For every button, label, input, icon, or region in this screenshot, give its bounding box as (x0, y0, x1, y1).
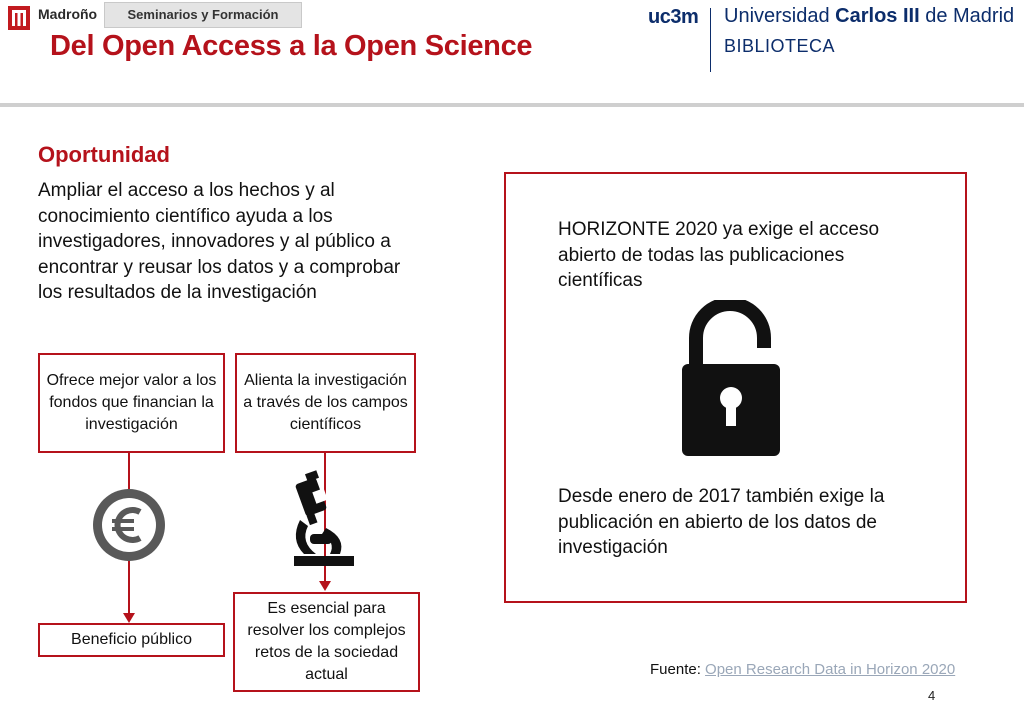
benefit-box-text: Beneficio público (71, 631, 192, 648)
value-box-text: Ofrece mejor valor a los fondos que financian la investigación (46, 372, 217, 433)
open-lock-icon (670, 300, 794, 465)
source-note (650, 661, 955, 678)
horizon-text-top: HORIZONTE 2020 ya exige el acceso abierto de todas las publicaciones científicas (558, 219, 880, 291)
arrow-down-icon (319, 581, 331, 591)
library-label: BIBLIOTECA (724, 36, 836, 56)
university-name-bold: Carlos III (835, 5, 920, 27)
challenges-box (233, 592, 420, 692)
source-link[interactable]: Open Research Data in Horizon 2020 (705, 661, 956, 678)
benefit-box (38, 623, 225, 657)
page-title: Del Open Access a la Open Science (50, 30, 533, 62)
section-title: Oportunidad (38, 142, 170, 167)
university-name (724, 5, 1014, 28)
source-label: Fuente: (650, 661, 701, 678)
university-name-part2: de Madrid (919, 5, 1015, 27)
madrono-logo-icon (8, 6, 30, 30)
arrow-down-icon (123, 613, 135, 623)
logo-name: Madroño (38, 6, 98, 22)
page-number: 4 (928, 688, 936, 703)
header-rule (0, 103, 1024, 107)
university-name-part1: Universidad (724, 5, 836, 27)
uc3m-logo: uc3m (648, 6, 699, 28)
horizon-text-bottom: Desde enero de 2017 también exige la publicación en abierto de los datos de investigación (558, 486, 885, 558)
intro-text: Ampliar el acceso a los hechos y al conocimiento científico ayuda a los investigadores, innovadores y al público a encontrar y reusar los datos y a comprobar los resultados de la investigación (38, 180, 401, 303)
logo-divider (710, 8, 711, 72)
challenges-box-text: Es esencial para resolver los complejos retos de la sociedad actual (247, 600, 406, 683)
series-tab: Seminarios y Formación (104, 2, 302, 28)
microscope-icon (286, 470, 358, 573)
research-box (235, 353, 416, 453)
euro-icon (92, 488, 166, 567)
research-box-text: Alienta la investigación a través de los campos científicos (243, 372, 408, 433)
value-box (38, 353, 225, 453)
